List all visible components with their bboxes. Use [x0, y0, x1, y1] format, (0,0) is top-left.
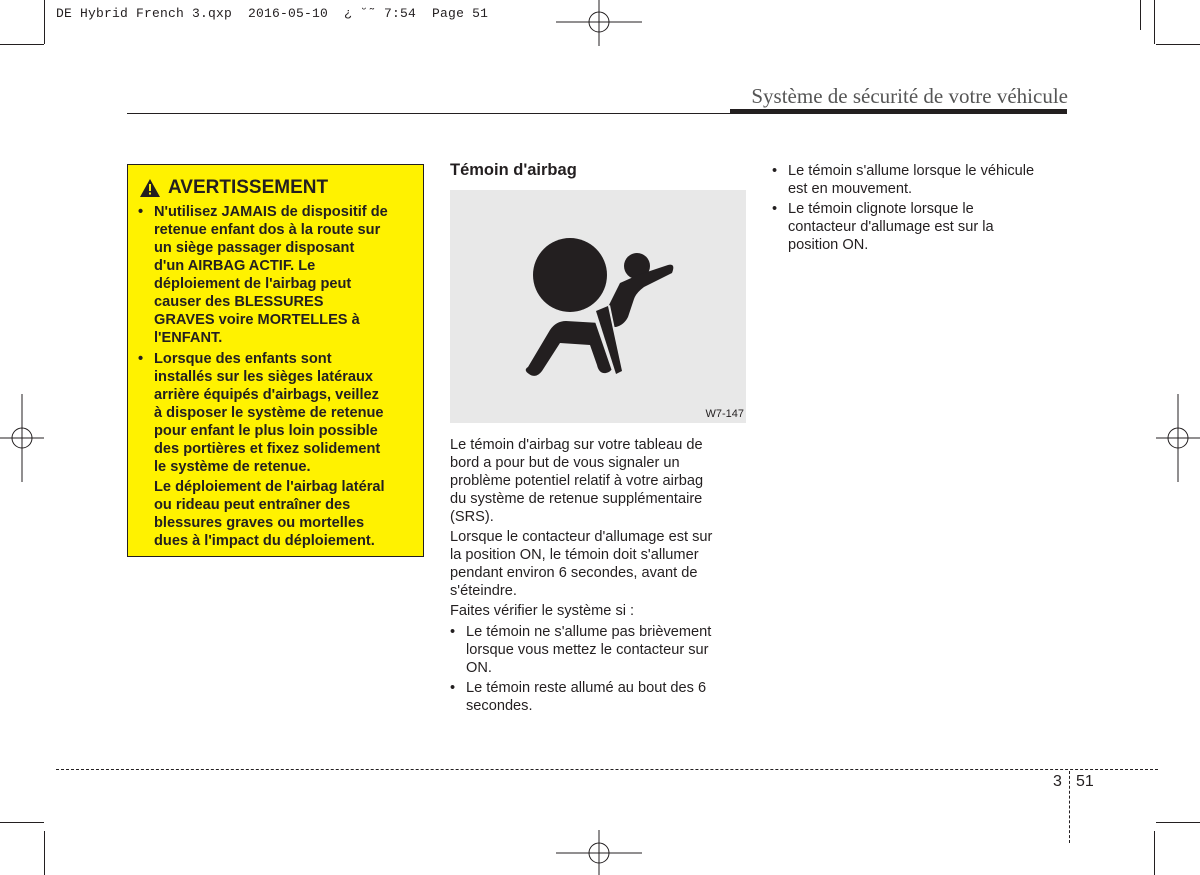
bullet: •	[450, 680, 456, 696]
warning-line: retenue enfant dos à la route sur	[154, 222, 381, 238]
list-item	[772, 200, 1068, 254]
list-item	[772, 162, 1068, 198]
paragraph: Faites vérifier le système si :	[450, 603, 635, 619]
text-line: (SRS).	[450, 509, 494, 525]
text-line: problème potentiel relatif à votre airbag	[450, 473, 704, 489]
warning-line: blessures graves ou mortelles	[154, 515, 365, 531]
text-line: est en mouvement.	[788, 181, 913, 197]
airbag-warning-icon	[520, 235, 680, 385]
bullet: •	[138, 351, 144, 367]
list-item	[450, 679, 746, 715]
warning-header	[140, 177, 328, 199]
warning-line: GRAVES voire MORTELLES à	[154, 312, 360, 328]
warning-line: déploiement de l'airbag peut	[154, 276, 352, 292]
text-line: contacteur d'allumage est sur la	[788, 219, 994, 235]
text-line: lorsque vous mettez le contacteur sur	[466, 642, 709, 658]
page-number: 51	[1076, 773, 1094, 790]
crop-mark	[1154, 831, 1155, 875]
warning-line: Lorsque des enfants sont	[154, 351, 332, 367]
text-line: du système de retenue supplémentaire	[450, 491, 703, 507]
registration-mark-icon	[556, 0, 642, 46]
warning-line: l'ENFANT.	[154, 330, 223, 346]
text-line: position ON.	[788, 237, 869, 253]
warning-line: le système de retenue.	[154, 459, 311, 475]
warning-line: dues à l'impact du déploiement.	[154, 533, 375, 549]
warning-triangle-icon	[140, 179, 160, 197]
paragraph	[450, 436, 746, 526]
registration-mark-icon	[0, 394, 44, 482]
warning-line: installés sur les sièges latéraux	[154, 369, 374, 385]
warning-line: un siège passager disposant	[154, 240, 355, 256]
crop-mark	[0, 44, 44, 45]
text-line: pendant environ 6 secondes, avant de	[450, 565, 698, 581]
section-heading: Témoin d'airbag	[450, 161, 577, 179]
text-line: ON.	[466, 660, 492, 676]
warning-line: à disposer le système de retenue	[154, 405, 384, 421]
text-line: Le témoin d'airbag sur votre tableau de	[450, 437, 703, 453]
text-line: Le témoin ne s'allume pas brièvement	[466, 624, 712, 640]
footer-rule	[56, 769, 1158, 770]
warning-list	[138, 203, 414, 550]
bullet: •	[772, 163, 778, 179]
warning-line: d'un AIRBAG ACTIF. Le	[154, 258, 316, 274]
crop-mark	[0, 822, 44, 823]
bullet: •	[138, 204, 144, 220]
warning-line: arrière équipés d'airbags, veillez	[154, 387, 379, 403]
text-line: Lorsque le contacteur d'allumage est sur	[450, 529, 713, 545]
warning-line: Le déploiement de l'airbag latéral	[154, 479, 385, 495]
warning-box	[127, 164, 424, 557]
warning-item	[138, 203, 414, 347]
crop-mark	[1156, 822, 1200, 823]
header-rule-thick	[730, 109, 1067, 114]
section-title: Système de sécurité de votre véhicule	[751, 84, 1068, 108]
footer-divider	[1069, 771, 1070, 843]
crop-mark	[44, 831, 45, 875]
warning-line: pour enfant le plus loin possible	[154, 423, 378, 439]
text-line: la position ON, le témoin doit s'allumer	[450, 547, 699, 563]
registration-mark-icon	[1156, 394, 1200, 482]
bullet: •	[450, 624, 456, 640]
warning-title: AVERTISSEMENT	[168, 177, 329, 198]
warning-line: ou rideau peut entraîner des	[154, 497, 351, 513]
warning-extra	[138, 478, 414, 550]
chapter-number: 3	[1053, 773, 1062, 790]
warning-line: des portières et fixez solidement	[154, 441, 381, 457]
warning-line: causer des BLESSURES	[154, 294, 324, 310]
bullet: •	[772, 201, 778, 217]
text-line: Le témoin s'allume lorsque le véhicule	[788, 163, 1035, 179]
paragraph	[450, 528, 746, 600]
bullet-list	[772, 162, 1068, 254]
list-item	[450, 623, 746, 677]
warning-line: N'utilisez JAMAIS de dispositif de	[154, 204, 388, 220]
file-header: DE Hybrid French 3.qxp 2016-05-10 ¿ ˘˜ 7:54 Page 51	[56, 6, 489, 21]
crop-mark	[44, 0, 45, 44]
figure-caption: W7-147	[705, 408, 744, 420]
text-line: Le témoin reste allumé au bout des 6	[466, 680, 707, 696]
text-line: bord a pour but de vous signaler un	[450, 455, 680, 471]
registration-mark-icon	[556, 830, 642, 875]
warning-item	[138, 350, 414, 476]
text-line: Le témoin clignote lorsque le	[788, 201, 974, 217]
bullet-list	[450, 623, 746, 715]
text-line: secondes.	[466, 698, 533, 714]
crop-mark	[1154, 0, 1155, 44]
airbag-figure	[450, 190, 746, 423]
crop-mark	[1140, 0, 1141, 30]
crop-mark	[1156, 44, 1200, 45]
text-line: s'éteindre.	[450, 583, 517, 599]
